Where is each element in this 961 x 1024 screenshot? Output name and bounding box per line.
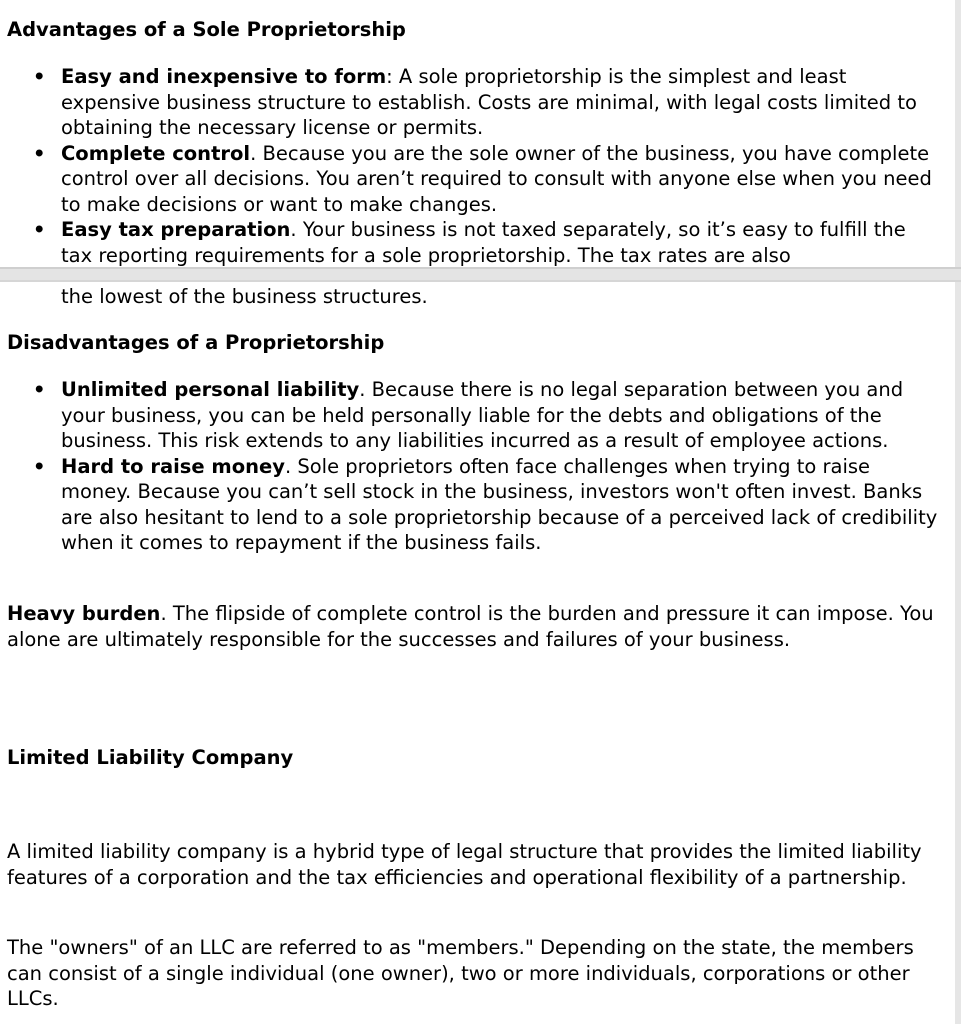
continuation-text: the lowest of the business structures. xyxy=(61,285,428,308)
list-item xyxy=(0,454,955,556)
item-sep: : xyxy=(386,65,393,88)
item-sep: . xyxy=(284,454,292,478)
item-title: Easy and inexpensive to form xyxy=(61,65,387,88)
item-title: Complete control xyxy=(61,141,251,165)
disadvantages-list xyxy=(0,377,955,556)
item-text: A sole proprietorship is the simplest and least expensive business structure to establish. Costs are minimal, with legal costs limited to obtaining the necessary license or permits. xyxy=(61,65,917,139)
item-title: Easy tax preparation xyxy=(61,218,291,241)
item-text: Sole proprietors often face challenges when trying to raise money. Because you can’t sell stock in the business, investors won't often invest. Banks are also hesitant to lend to a sole proprietorship because of a perceived lack of credibility when it comes to repayment if the business fails. xyxy=(61,454,938,554)
list-item xyxy=(0,141,955,218)
item-sep: . xyxy=(359,378,366,401)
heavy-burden-title: Heavy burden xyxy=(7,602,161,625)
bullet-icon: • xyxy=(33,454,46,478)
page-bottom xyxy=(0,282,955,1024)
bullet-icon: • xyxy=(33,218,46,241)
list-item xyxy=(0,64,955,141)
item-text: Your business is not taxed separately, so it’s easy to fulfill the tax reporting requirements for a sole proprietorship. The tax rates are also xyxy=(61,218,906,267)
item-text: Because there is no legal separation between you and your business, you can be held personally liable for the debts and obligations of the business. This risk extends to any liabilities incurred as a result of employee actions. xyxy=(61,378,904,452)
llc-heading: Limited Liability Company xyxy=(7,746,294,769)
advantages-list xyxy=(0,64,955,267)
page-top xyxy=(0,0,955,267)
list-item xyxy=(0,377,955,454)
llc-paragraph-1: A limited liability company is a hybrid type of legal structure that provides the limited liability features of a corporation and the tax efficiencies and operational flexibility of a partnership. xyxy=(7,840,922,889)
item-text: Because you are the sole owner of the business, you have complete control over all decisions. You aren’t required to consult with anyone else when you need to make decisions or want to make changes. xyxy=(61,141,932,216)
item-sep: . xyxy=(290,218,297,241)
bullet-icon: • xyxy=(33,378,46,401)
disadvantages-heading: Disadvantages of a Proprietorship xyxy=(7,331,385,354)
list-item xyxy=(0,217,955,267)
advantages-heading: Advantages of a Sole Proprietorship xyxy=(7,18,406,41)
heavy-burden-paragraph xyxy=(7,601,941,652)
llc-paragraph-2: The "owners" of an LLC are referred to as "members." Depending on the state, the members can consist of a single individual (one owner), two or more individuals, corporations or other LLCs. xyxy=(7,936,914,1010)
page-break xyxy=(0,267,961,282)
heavy-burden-text: . The flipside of complete control is the burden and pressure it can impose. You alone are ultimately responsible for the successes and failures of your business. xyxy=(7,602,934,651)
item-sep: . xyxy=(250,141,257,165)
item-title: Hard to raise money xyxy=(61,454,285,478)
bullet-icon: • xyxy=(33,141,46,165)
item-title: Unlimited personal liability xyxy=(61,378,360,401)
scrollbar-track[interactable] xyxy=(955,0,961,1024)
bullet-icon: • xyxy=(33,65,46,88)
